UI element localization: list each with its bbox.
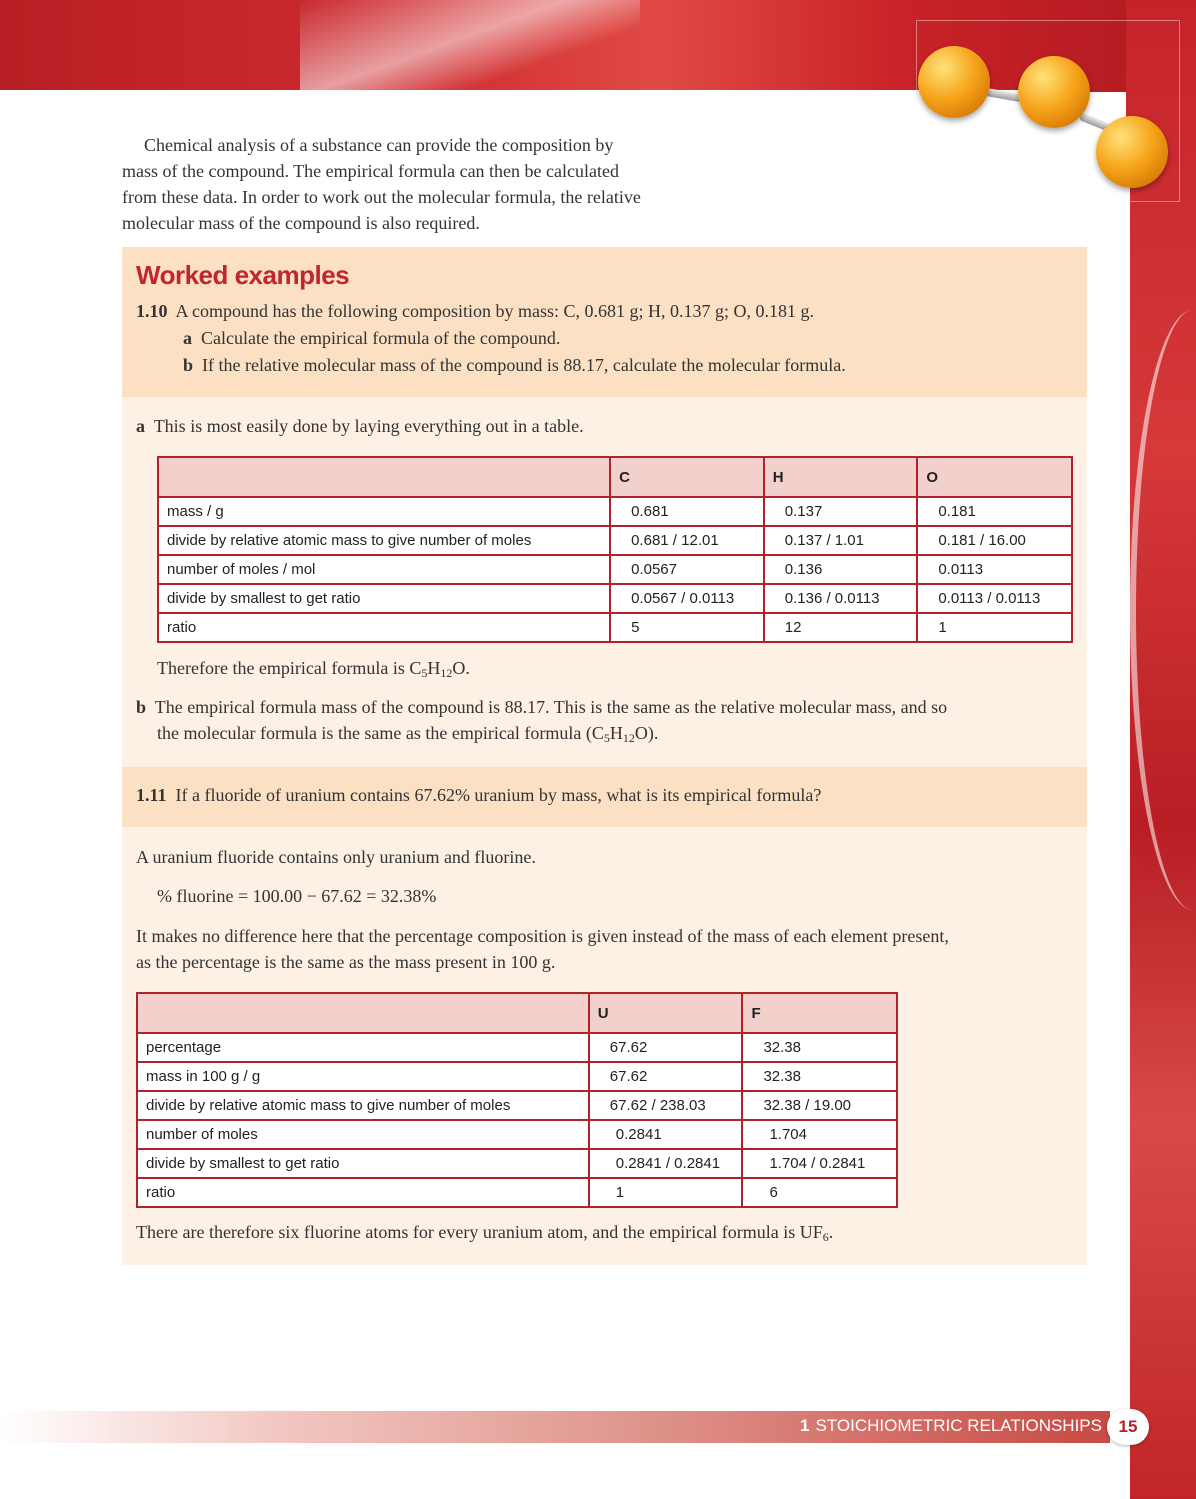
table-row bbox=[158, 613, 1072, 642]
example-question bbox=[136, 785, 821, 806]
table-header-cell bbox=[158, 457, 610, 497]
table-cell: divide by smallest to get ratio bbox=[158, 584, 610, 613]
conclusion-text: There are therefore six fluorine atoms for every uranium atom, and the empirical formula is UF bbox=[136, 1222, 823, 1242]
table-cell: 12 bbox=[764, 613, 918, 642]
formula-element: C bbox=[409, 658, 422, 678]
table-cell: 0.681 bbox=[610, 497, 764, 526]
table-cell: 0.136 / 0.0113 bbox=[764, 584, 918, 613]
answer-b bbox=[136, 697, 947, 718]
chapter-footer bbox=[800, 1416, 1102, 1436]
answer-text: This is most easily done by laying everything out in a table. bbox=[153, 416, 584, 436]
formula-element: H bbox=[427, 658, 441, 678]
table-cell: ratio bbox=[137, 1178, 589, 1207]
table-header-cell: U bbox=[589, 993, 743, 1033]
atom-sphere bbox=[918, 46, 990, 118]
table-cell: 0.136 bbox=[764, 555, 918, 584]
table-cell: 32.38 bbox=[742, 1062, 897, 1091]
conclusion-statement bbox=[136, 1222, 833, 1243]
formula-element: O bbox=[452, 658, 466, 678]
table-cell: 0.181 / 16.00 bbox=[917, 526, 1072, 555]
table-cell: 0.0113 / 0.0113 bbox=[917, 584, 1072, 613]
answer-text: ). bbox=[647, 723, 659, 743]
chapter-title: STOICHIOMETRIC RELATIONSHIPS bbox=[815, 1416, 1102, 1435]
atom-sphere bbox=[1096, 116, 1168, 188]
table-cell: 0.2841 bbox=[589, 1120, 743, 1149]
formula-subscript: 12 bbox=[622, 731, 635, 745]
answer-label: b bbox=[136, 697, 147, 717]
table-cell: 0.2841 / 0.2841 bbox=[589, 1149, 743, 1178]
intro-paragraph bbox=[122, 132, 722, 236]
intro-line: Chemical analysis of a substance can provide the composition by bbox=[144, 135, 614, 155]
uranium-fluoride-table bbox=[136, 992, 898, 1208]
empirical-formula-statement bbox=[157, 658, 470, 679]
example-number: 1.11 bbox=[136, 785, 167, 805]
intro-line: from these data. In order to work out the molecular formula, the relative bbox=[122, 187, 641, 207]
part-text: Calculate the empirical formula of the compound. bbox=[201, 328, 561, 348]
statement-text: Therefore the empirical formula is bbox=[157, 658, 410, 678]
table-cell: 1.704 / 0.2841 bbox=[742, 1149, 897, 1178]
table-cell: 6 bbox=[742, 1178, 897, 1207]
statement-suffix: . bbox=[465, 658, 470, 678]
chemical-formula bbox=[592, 723, 648, 743]
table-row bbox=[137, 1091, 897, 1120]
example-number: 1.10 bbox=[136, 301, 168, 321]
part-label: b bbox=[183, 355, 194, 375]
table-header-row bbox=[158, 457, 1072, 497]
part-text: If the relative molecular mass of the compound is 88.17, calculate the molecular formula. bbox=[202, 355, 846, 375]
table-cell: mass / g bbox=[158, 497, 610, 526]
table-row bbox=[137, 1149, 897, 1178]
table-cell: 5 bbox=[610, 613, 764, 642]
table-cell: divide by smallest to get ratio bbox=[137, 1149, 589, 1178]
part-label: a bbox=[183, 328, 192, 348]
chemical-formula bbox=[409, 658, 465, 678]
example-question bbox=[136, 301, 814, 322]
worked-examples-title: Worked examples bbox=[136, 260, 350, 290]
question-text: A compound has the following composition by mass: C, 0.681 g; H, 0.137 g; O, 0.181 g. bbox=[175, 301, 814, 321]
conclusion-suffix: . bbox=[828, 1222, 834, 1242]
calculation-line: % fluorine = 100.00 − 67.62 = 32.38% bbox=[157, 886, 437, 906]
table-cell: 67.62 / 238.03 bbox=[589, 1091, 743, 1120]
table-cell: 0.0567 bbox=[610, 555, 764, 584]
atom-sphere bbox=[1018, 56, 1090, 128]
table-cell: ratio bbox=[158, 613, 610, 642]
answer-text: A uranium fluoride contains only uranium and fluorine. bbox=[136, 847, 536, 867]
table-cell: 32.38 / 19.00 bbox=[742, 1091, 897, 1120]
table-cell: mass in 100 g / g bbox=[137, 1062, 589, 1091]
intro-line: mass of the compound. The empirical formula can then be calculated bbox=[122, 161, 619, 181]
table-cell: divide by relative atomic mass to give number of moles bbox=[137, 1091, 589, 1120]
formula-element: C bbox=[591, 723, 604, 743]
answer-text: The empirical formula mass of the compound is 88.17. This is the same as the relative molecular mass, and so bbox=[154, 697, 948, 717]
table-cell: divide by relative atomic mass to give number of moles bbox=[158, 526, 610, 555]
table-row bbox=[137, 1062, 897, 1091]
table-cell: 1 bbox=[917, 613, 1072, 642]
formula-element: O bbox=[634, 723, 648, 743]
table-cell: 1.704 bbox=[742, 1120, 897, 1149]
table-cell: number of moles bbox=[137, 1120, 589, 1149]
header-swoosh bbox=[300, 0, 640, 92]
question-part-a bbox=[183, 328, 560, 349]
table-cell: 0.137 / 1.01 bbox=[764, 526, 918, 555]
table-cell: 67.62 bbox=[589, 1062, 743, 1091]
answer-text: It makes no difference here that the percentage composition is given instead of the mass of each element present, bbox=[136, 926, 949, 946]
table-row bbox=[137, 1033, 897, 1062]
page-number: 15 bbox=[1107, 1409, 1149, 1445]
table-header-cell: H bbox=[764, 457, 918, 497]
question-text: If a fluoride of uranium contains 67.62% uranium by mass, what is its empirical formula? bbox=[175, 785, 822, 805]
formula-subscript: 6 bbox=[822, 1230, 829, 1244]
answer-label: a bbox=[136, 416, 145, 436]
table-row bbox=[158, 584, 1072, 613]
table-cell: percentage bbox=[137, 1033, 589, 1062]
intro-line: molecular mass of the compound is also required. bbox=[122, 213, 480, 233]
answer-text: as the percentage is the same as the mass present in 100 g. bbox=[136, 952, 556, 972]
table-row bbox=[158, 555, 1072, 584]
table-cell: 0.137 bbox=[764, 497, 918, 526]
table-cell: 0.181 bbox=[917, 497, 1072, 526]
table-cell: number of moles / mol bbox=[158, 555, 610, 584]
table-row bbox=[137, 1120, 897, 1149]
table-cell: 0.0567 / 0.0113 bbox=[610, 584, 764, 613]
table-cell: 0.681 / 12.01 bbox=[610, 526, 764, 555]
table-row bbox=[137, 1178, 897, 1207]
table-header-cell: C bbox=[610, 457, 764, 497]
table-header-cell: F bbox=[742, 993, 897, 1033]
chapter-number: 1 bbox=[800, 1416, 810, 1435]
table-row bbox=[158, 526, 1072, 555]
answer-text: the molecular formula is the same as the empirical formula ( bbox=[157, 723, 592, 743]
table-cell: 32.38 bbox=[742, 1033, 897, 1062]
table-cell: 0.0113 bbox=[917, 555, 1072, 584]
empirical-table bbox=[157, 456, 1073, 643]
question-part-b bbox=[183, 355, 846, 376]
table-header-cell bbox=[137, 993, 589, 1033]
formula-subscript: 5 bbox=[603, 731, 610, 745]
table-cell: 67.62 bbox=[589, 1033, 743, 1062]
formula-subscript: 5 bbox=[421, 666, 428, 680]
table-header-cell: O bbox=[917, 457, 1072, 497]
table-header-row bbox=[137, 993, 897, 1033]
answer-a bbox=[136, 416, 584, 437]
formula-subscript: 12 bbox=[440, 666, 453, 680]
formula-element: H bbox=[609, 723, 623, 743]
answer-b-continuation bbox=[157, 723, 658, 744]
table-row bbox=[158, 497, 1072, 526]
table-cell: 1 bbox=[589, 1178, 743, 1207]
